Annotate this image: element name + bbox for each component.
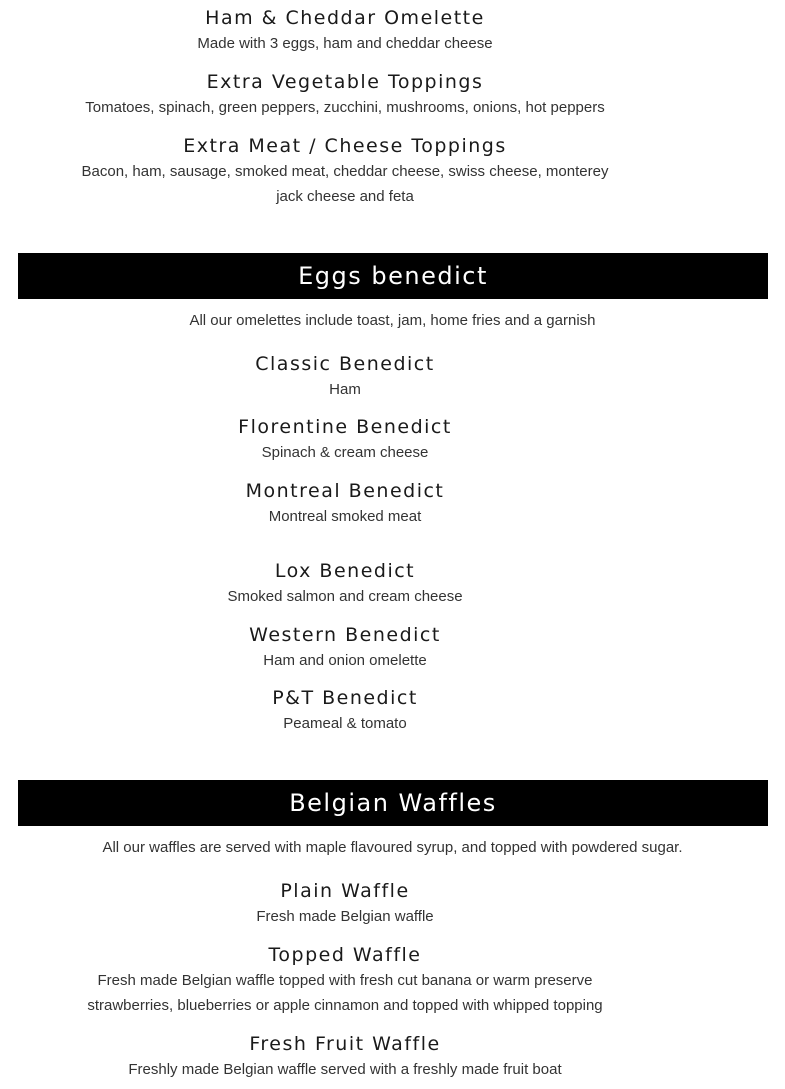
item-title: Lox Benedict <box>274 560 416 582</box>
menu-item <box>0 685 690 736</box>
item-description: Freshly made Belgian waffle served with a freshly made fruit boat <box>128 1061 562 1078</box>
item-description: Ham and onion omelette <box>263 652 427 669</box>
item-title: Extra Meat / Cheese Toppings <box>183 135 507 157</box>
item-description: Ham <box>329 381 361 398</box>
menu-item <box>0 414 690 465</box>
item-title: Extra Vegetable Toppings <box>206 71 484 93</box>
item-description: Spinach & cream cheese <box>261 444 429 461</box>
menu-item <box>0 622 690 673</box>
menu-item <box>0 133 690 209</box>
item-description: Fresh made Belgian waffle <box>256 908 434 925</box>
menu-item <box>0 5 690 56</box>
item-title: Plain Waffle <box>280 880 410 902</box>
item-title: Ham & Cheddar Omelette <box>205 7 485 29</box>
section-note: All our waffles are served with maple flavoured syrup, and topped with powdered sugar. <box>102 839 683 856</box>
item-description: Tomatoes, spinach, green peppers, zucchini, mushrooms, onions, hot peppers <box>85 99 605 116</box>
item-title: Fresh Fruit Waffle <box>249 1033 441 1055</box>
item-title: Classic Benedict <box>255 353 435 375</box>
menu-item <box>0 878 690 929</box>
item-title: Western Benedict <box>249 624 441 646</box>
menu-item <box>0 478 690 529</box>
item-description: Bacon, ham, sausage, smoked meat, cheddar cheese, swiss cheese, monterey <box>81 163 609 180</box>
item-description: Smoked salmon and cream cheese <box>227 588 463 605</box>
item-title: Topped Waffle <box>268 944 422 966</box>
section-heading-belgian-waffles: Belgian Waffles <box>18 780 768 826</box>
menu-item <box>0 69 690 120</box>
item-title: P&T Benedict <box>272 687 418 709</box>
menu-item <box>0 558 690 609</box>
item-description: Peameal & tomato <box>283 715 407 732</box>
item-description: Montreal smoked meat <box>268 508 422 525</box>
item-description: jack cheese and feta <box>276 188 414 205</box>
menu-item <box>0 351 690 402</box>
section-heading-eggs-benedict: Eggs benedict <box>18 253 768 299</box>
item-description: Made with 3 eggs, ham and cheddar cheese <box>197 35 493 52</box>
item-title: Florentine Benedict <box>238 416 452 438</box>
item-description: strawberries, blueberries or apple cinnamon and topped with whipped topping <box>87 997 603 1014</box>
section-note: All our omelettes include toast, jam, home fries and a garnish <box>189 312 596 329</box>
item-title: Montreal Benedict <box>245 480 445 502</box>
item-description: Fresh made Belgian waffle topped with fresh cut banana or warm preserve <box>97 972 593 989</box>
menu-item <box>0 942 690 1018</box>
menu-item <box>0 1031 690 1082</box>
